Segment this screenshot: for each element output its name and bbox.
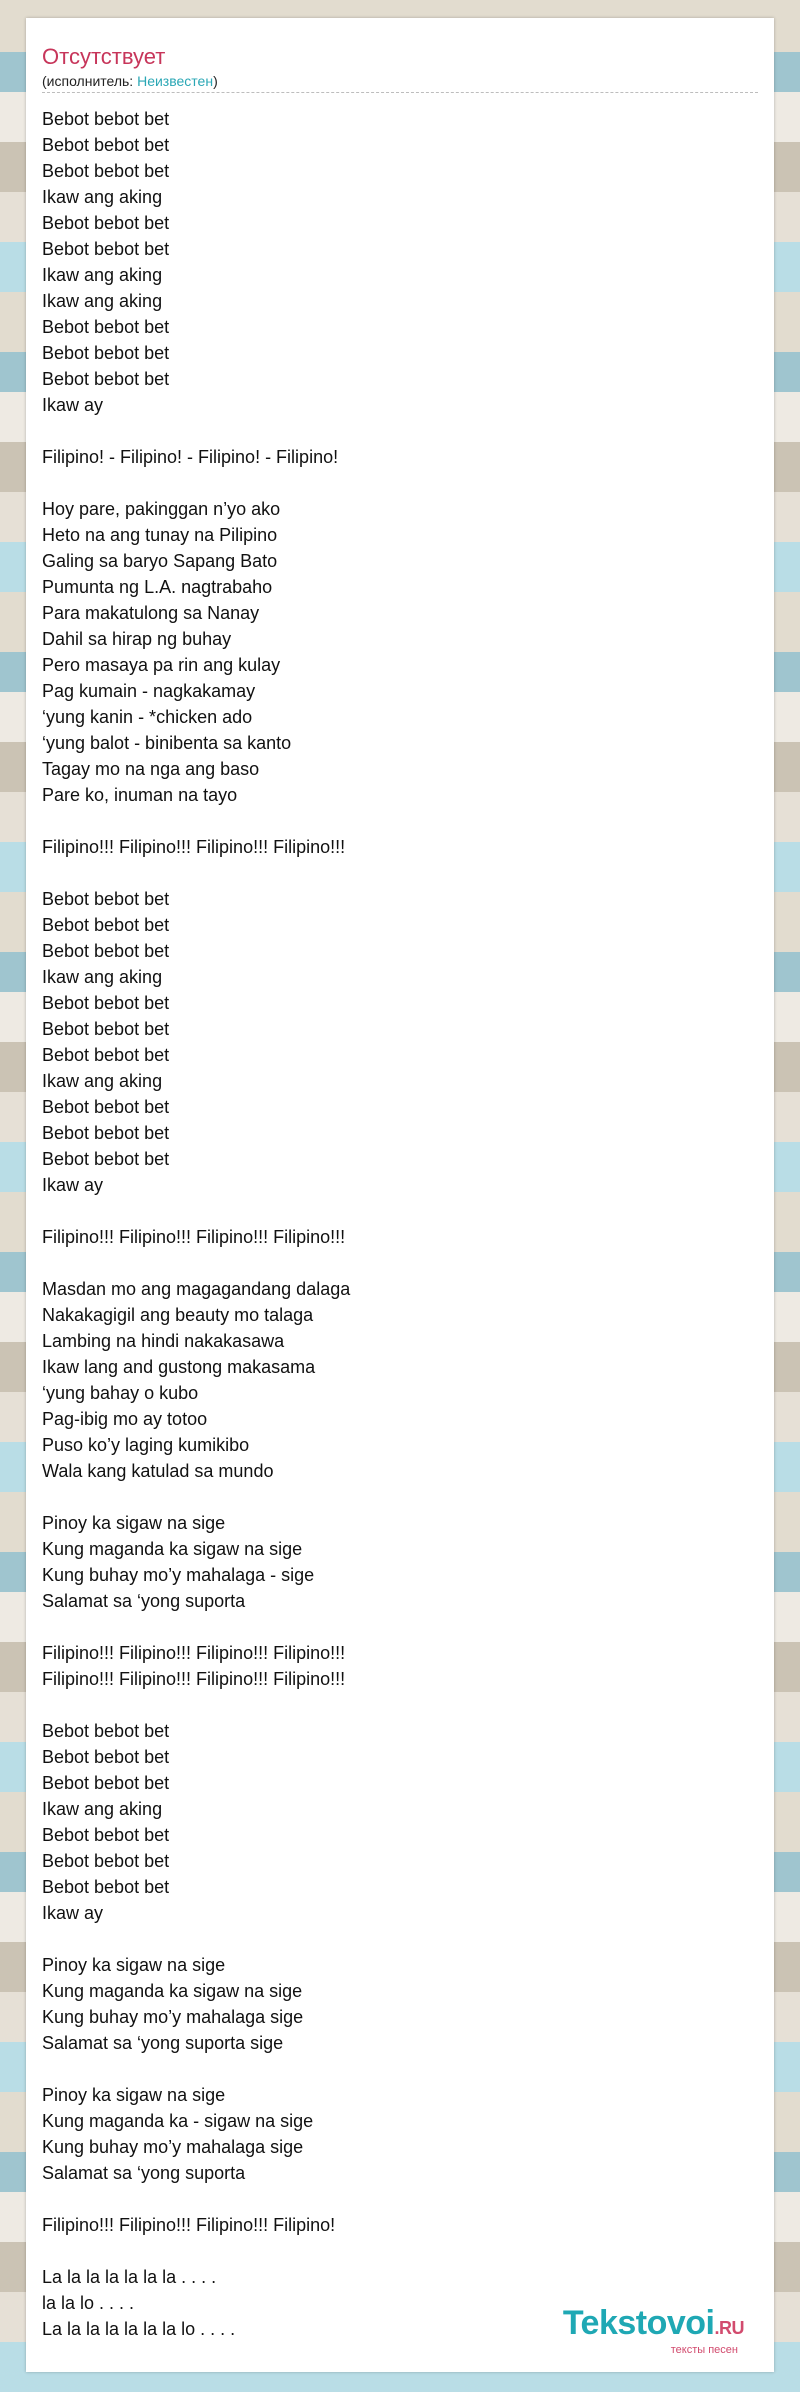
lyric-blank-line: [42, 418, 742, 444]
lyric-blank-line: [42, 1926, 742, 1952]
lyric-line: Bebot bebot bet: [42, 915, 170, 935]
lyric-line: Bebot bebot bet: [42, 1019, 170, 1039]
lyric-line: la la lo . . . .: [42, 2293, 135, 2313]
lyric-line: Bebot bebot bet: [42, 993, 170, 1013]
lyric-line: Kung buhay mo’y mahalaga sige: [42, 2007, 304, 2027]
lyric-line: Pinoy ka sigaw na sige: [42, 1513, 226, 1533]
lyric-blank-line: [42, 2186, 742, 2212]
lyric-line: Pinoy ka sigaw na sige: [42, 1955, 226, 1975]
lyrics-text: [42, 106, 742, 2342]
lyric-line: Ikaw ang aking: [42, 967, 163, 987]
lyric-line: Bebot bebot bet: [42, 1877, 170, 1897]
lyric-line: Bebot bebot bet: [42, 343, 170, 363]
lyric-line: Bebot bebot bet: [42, 369, 170, 389]
lyric-blank-line: [42, 2238, 742, 2264]
lyric-line: Bebot bebot bet: [42, 1825, 170, 1845]
lyric-line: Ikaw ay: [42, 1175, 104, 1195]
lyric-blank-line: [42, 470, 742, 496]
lyric-line: Filipino!!! Filipino!!! Filipino!!! Filipino!!!: [42, 1227, 346, 1247]
lyric-line: Bebot bebot bet: [42, 161, 170, 181]
lyrics-page: [26, 18, 774, 2372]
lyric-line: Pag kumain - nagkakamay: [42, 681, 256, 701]
lyric-line: ‘yung bahay o kubo: [42, 1383, 199, 1403]
lyric-line: Heto na ang tunay na Pilipino: [42, 525, 278, 545]
lyric-line: Bebot bebot bet: [42, 317, 170, 337]
lyric-blank-line: [42, 2056, 742, 2082]
lyric-line: Salamat sa ‘yong suporta sige: [42, 2033, 284, 2053]
lyric-line: Filipino!!! Filipino!!! Filipino!!! Filipino!!!: [42, 1643, 346, 1663]
lyric-line: Filipino!!! Filipino!!! Filipino!!! Filipino!: [42, 2215, 336, 2235]
lyric-line: Bebot bebot bet: [42, 213, 170, 233]
artist-prefix: (исполнитель:: [42, 73, 138, 89]
lyric-blank-line: [42, 1614, 742, 1640]
lyric-line: Ikaw ang aking: [42, 1071, 163, 1091]
lyric-line: Bebot bebot bet: [42, 109, 170, 129]
lyric-line: Pinoy ka sigaw na sige: [42, 2085, 226, 2105]
lyric-line: Bebot bebot bet: [42, 1097, 170, 1117]
logo-tagline: тексты песен: [670, 2344, 738, 2356]
lyric-line: Nakakagigil ang beauty mo talaga: [42, 1305, 314, 1325]
lyric-line: Kung buhay mo’y mahalaga - sige: [42, 1565, 315, 1585]
lyric-line: Ikaw ang aking: [42, 291, 163, 311]
lyric-line: Tagay mo na nga ang baso: [42, 759, 260, 779]
lyric-line: Bebot bebot bet: [42, 135, 170, 155]
lyric-line: Ikaw lang and gustong makasama: [42, 1357, 316, 1377]
lyric-line: Salamat sa ‘yong suporta: [42, 1591, 246, 1611]
lyric-line: Bebot bebot bet: [42, 239, 170, 259]
lyric-line: Bebot bebot bet: [42, 1123, 170, 1143]
lyric-line: Ikaw ay: [42, 395, 104, 415]
lyric-line: Pumunta ng L.A. nagtrabaho: [42, 577, 273, 597]
lyric-line: ‘yung kanin - *chicken ado: [42, 707, 253, 727]
artist-link[interactable]: Неизвестен: [137, 73, 214, 89]
lyric-blank-line: [42, 1692, 742, 1718]
lyric-line: Wala kang katulad sa mundo: [42, 1461, 274, 1481]
lyric-line: Pag-ibig mo ay totoo: [42, 1409, 208, 1429]
lyric-line: Ikaw ang aking: [42, 187, 163, 207]
lyric-line: Ikaw ang aking: [42, 265, 163, 285]
lyric-line: La la la la la la la . . . .: [42, 2267, 217, 2287]
lyric-line: Kung maganda ka sigaw na sige: [42, 1539, 303, 1559]
artist-line: [42, 72, 218, 90]
lyric-line: Bebot bebot bet: [42, 1045, 170, 1065]
lyric-line: Bebot bebot bet: [42, 889, 170, 909]
lyric-line: Pare ko, inuman na tayo: [42, 785, 238, 805]
lyric-line: Bebot bebot bet: [42, 1149, 170, 1169]
lyric-line: Hoy pare, pakinggan n’yo ako: [42, 499, 281, 519]
lyric-line: Bebot bebot bet: [42, 1721, 170, 1741]
lyric-line: Galing sa baryo Sapang Bato: [42, 551, 278, 571]
lyric-line: Bebot bebot bet: [42, 1747, 170, 1767]
lyric-line: Filipino!!! Filipino!!! Filipino!!! Filipino!!!: [42, 1669, 346, 1689]
lyric-line: Bebot bebot bet: [42, 1773, 170, 1793]
lyric-blank-line: [42, 860, 742, 886]
lyric-blank-line: [42, 808, 742, 834]
lyric-line: Kung buhay mo’y mahalaga sige: [42, 2137, 304, 2157]
logo-name: Tekstovoi: [562, 2304, 715, 2342]
lyric-line: Salamat sa ‘yong suporta: [42, 2163, 246, 2183]
lyric-line: Masdan mo ang magagandang dalaga: [42, 1279, 351, 1299]
lyric-line: Kung maganda ka - sigaw na sige: [42, 2111, 314, 2131]
lyric-line: Filipino! - Filipino! - Filipino! - Filipino!: [42, 447, 339, 467]
lyric-blank-line: [42, 1250, 742, 1276]
lyric-line: Lambing na hindi nakakasawa: [42, 1331, 285, 1351]
title-divider: [42, 92, 758, 93]
lyric-blank-line: [42, 1198, 742, 1224]
lyric-line: Ikaw ay: [42, 1903, 104, 1923]
lyric-line: Dahil sa hirap ng buhay: [42, 629, 232, 649]
song-title: Отсутствует: [42, 44, 166, 69]
lyric-line: Ikaw ang aking: [42, 1799, 163, 1819]
lyric-line: Pero masaya pa rin ang kulay: [42, 655, 281, 675]
lyric-line: Filipino!!! Filipino!!! Filipino!!! Filipino!!!: [42, 837, 346, 857]
artist-suffix: ): [213, 73, 218, 89]
lyric-line: Bebot bebot bet: [42, 941, 170, 961]
lyric-line: La la la la la la la lo . . . .: [42, 2319, 236, 2339]
site-logo[interactable]: [563, 2305, 744, 2356]
lyric-line: ‘yung balot - binibenta sa kanto: [42, 733, 292, 753]
lyric-line: Puso ko’y laging kumikibo: [42, 1435, 250, 1455]
lyric-line: Kung maganda ka sigaw na sige: [42, 1981, 303, 2001]
logo-tld: .RU: [714, 2318, 744, 2338]
lyric-line: Bebot bebot bet: [42, 1851, 170, 1871]
lyric-blank-line: [42, 1484, 742, 1510]
lyric-line: Para makatulong sa Nanay: [42, 603, 260, 623]
